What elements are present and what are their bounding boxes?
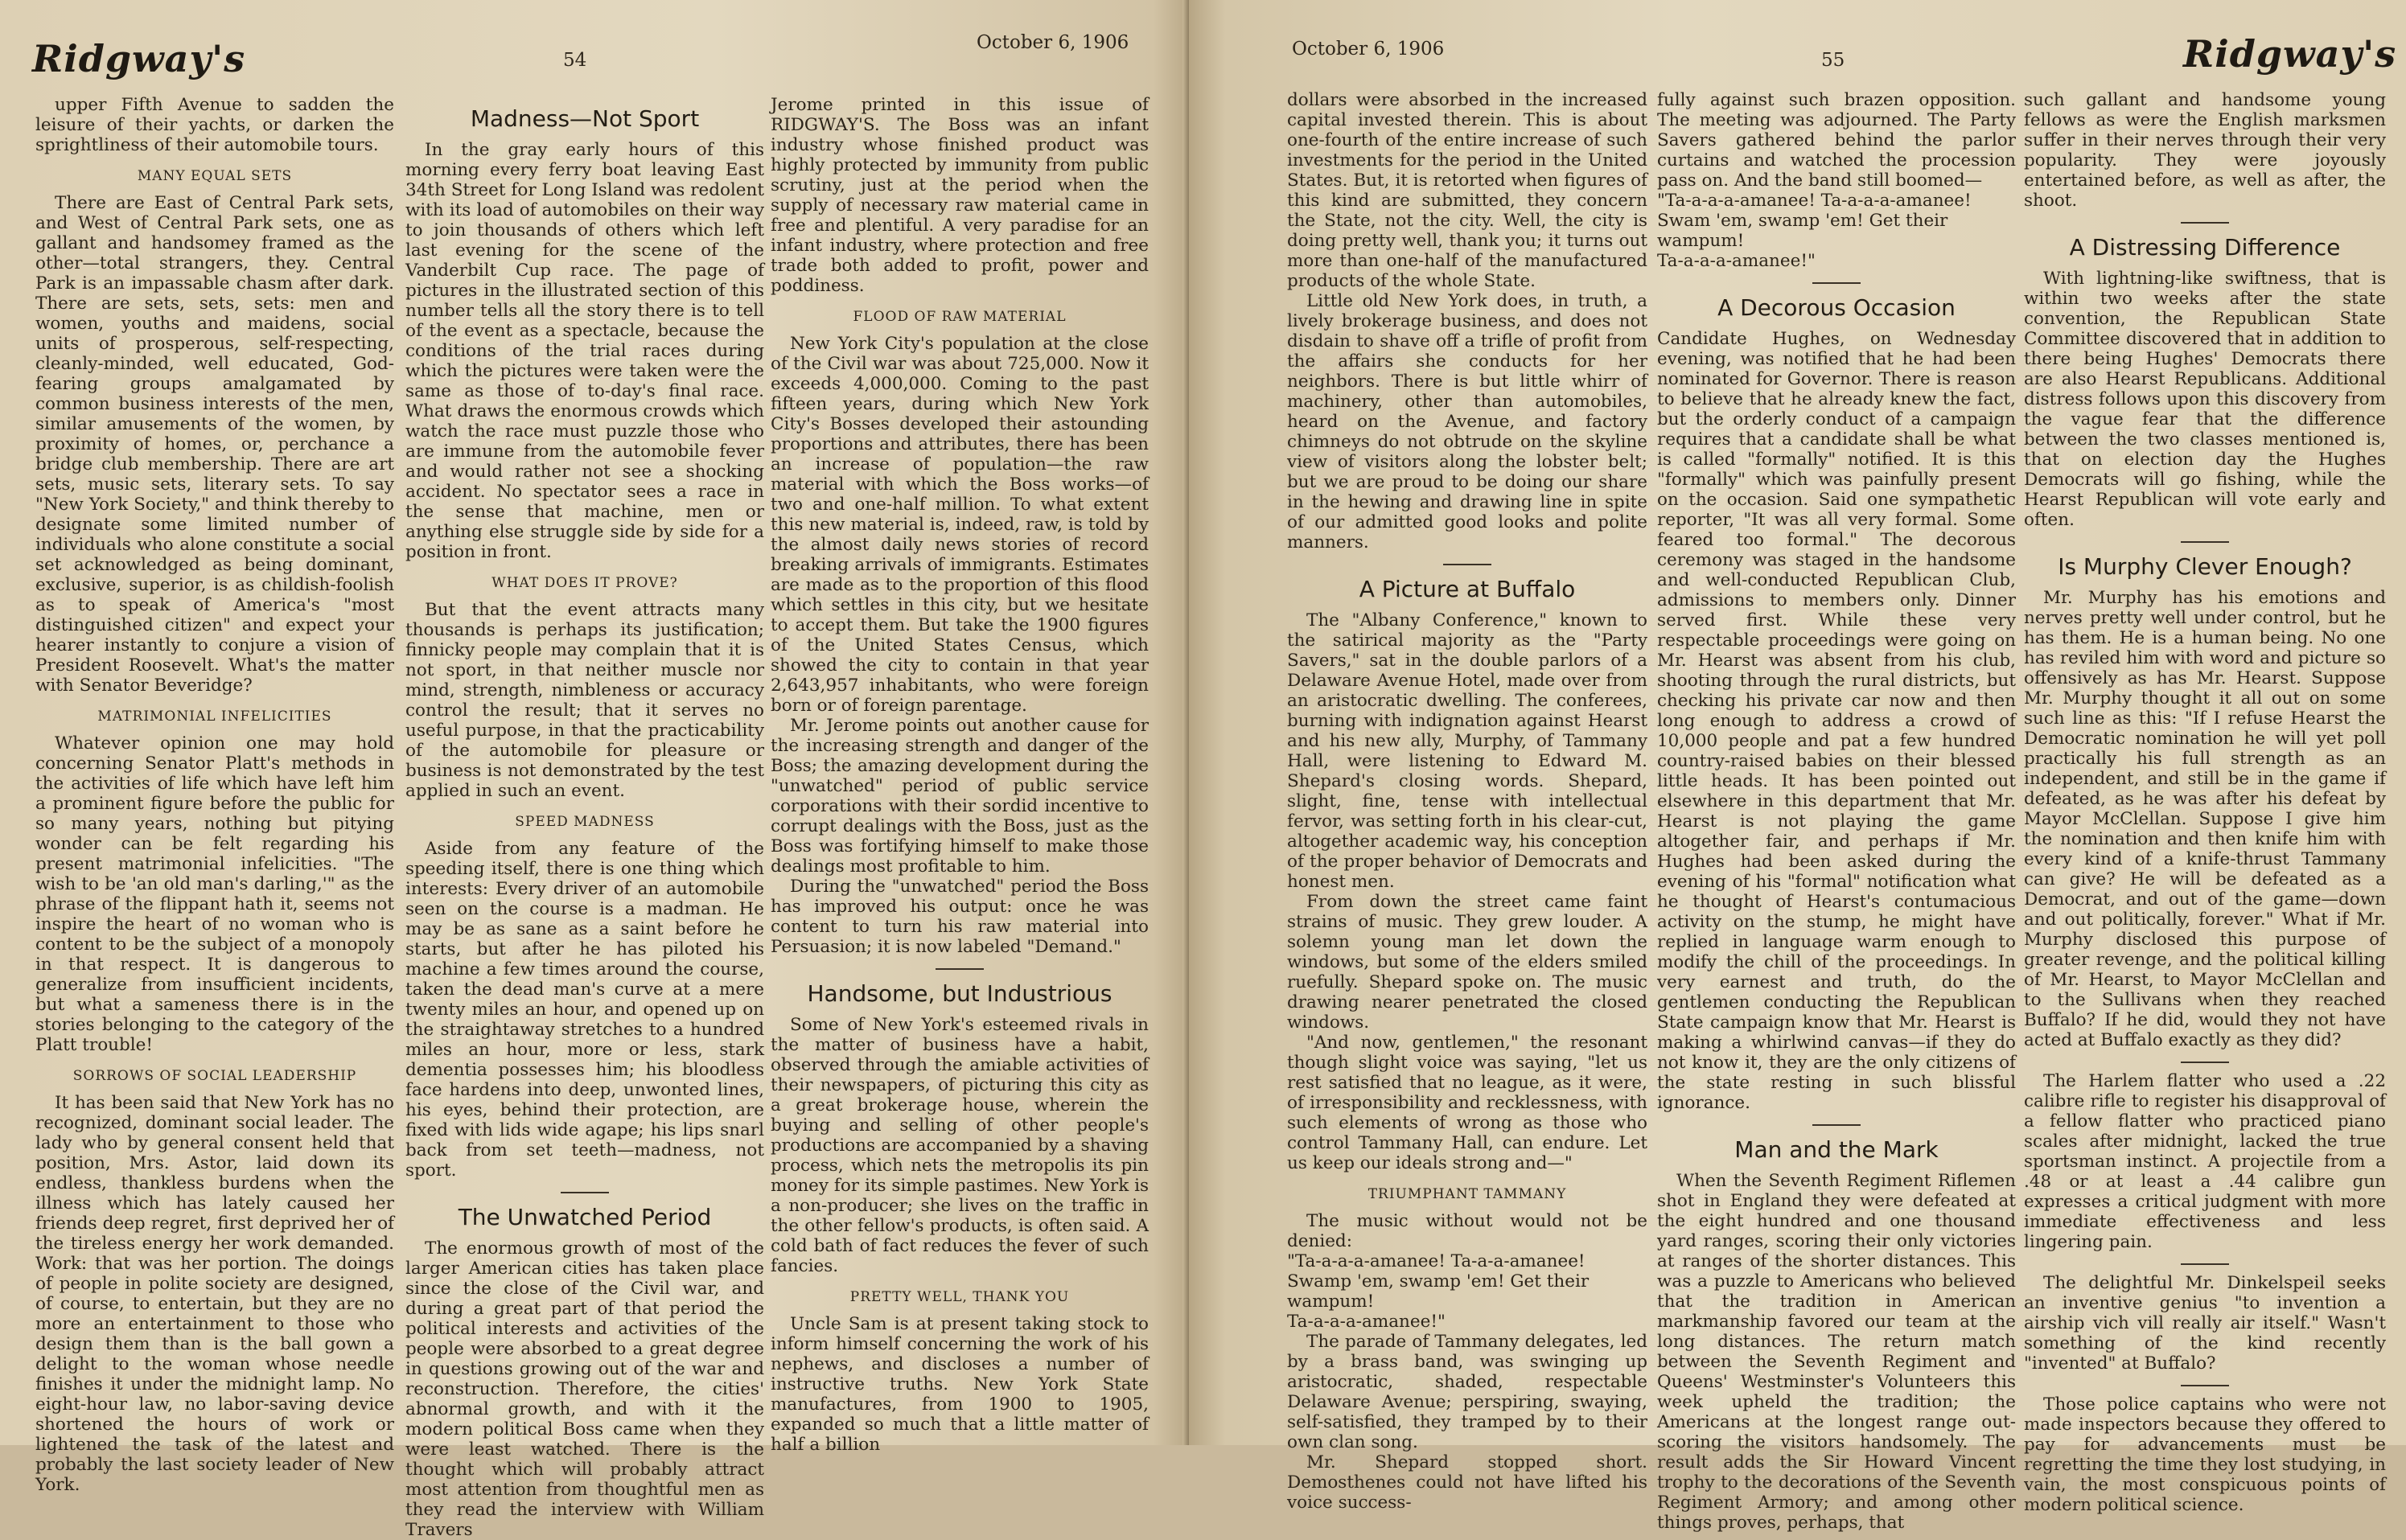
article-paragraph: Whatever opinion one may hold concerning Senator Platt's methods in the activities of life which have left him a prominent figure before the public for so many years, nothing but pitying wonder can be felt regarding his present matrimonial infelicities. "The wish to be 'an old man's darling,'" as the phrase of the flippant hath it, seems not inspire the heart of no woman who is content to be the subject of a monopoly in that respect. It is dangerous to generalize from insufficient incidents, but what a sameness there is in the stories belonging to the category of the Platt trouble!: [35, 733, 394, 1055]
section-subheading: MATRIMONIAL INFELICITIES: [97, 708, 332, 725]
article-paragraph: Mr. Shepard stopped short. Demosthenes could not have lifted his voice success-: [1287, 1452, 1647, 1513]
left-logo: Ridgway's: [32, 37, 246, 80]
article-headline: The Unwatched Period: [458, 1204, 712, 1230]
section-subheading: TRIUMPHANT TAMMANY: [1368, 1186, 1567, 1202]
article-paragraph: Jerome printed in this issue of RIDGWAY'S. The Boss was an infant industry whose finished product was highly protected by immunity from public scrutiny, just at the period when the supply of necessary raw material came in free and plentiful. A very paradise for an infant industry, where protection and free trade both added to profit, power and poddiness.: [771, 95, 1149, 296]
article-paragraph: upper Fifth Avenue to sadden the leisure of their yachts, or darken the sprightliness of their automobile tours.: [35, 95, 394, 155]
song-verse-line: "Ta-a-a-a-amanee! Ta-a-a-amanee!: [1287, 1251, 1585, 1271]
right-logo: Ridgway's: [2183, 32, 2397, 76]
right-column-3: [2024, 90, 2386, 1515]
section-subheading: SORROWS OF SOCIAL LEADERSHIP: [72, 1068, 357, 1084]
article-paragraph: The "Albany Conference," known to the satirical majority as the "Party Savers," sat in the double parlors of a Delaware Avenue Hotel, made over from an aristocratic dwelling. The conferees, burning with indignation against Hearst and his new ally, Murphy, of Tammany Hall, were listening to Edward M. Shepard's closing words. Shepard, slight, fine, tense with intellectual fervor, was setting forth in his clear-cut, altogether academic way, his conception of the proper behavior of Democrats and honest men.: [1287, 610, 1647, 892]
article-paragraph: Those police captains who were not made inspectors because they offered to pay for advancements must be regretting the time they lost studying, in vain, the most conspicuous points of modern political science.: [2024, 1394, 2386, 1515]
section-divider: [2181, 541, 2229, 543]
article-paragraph: There are East of Central Park sets, and West of Central Park sets, one as gallant and handsomey framed as the other—total strangers, they. Central Park is an impassable chasm after dark. There are sets, sets, sets: men and women, youths and maidens, social units of prosperous, self-respecting, cleanly-minded, well educated, God-fearing groups amalgamated by common business interests of the men, similar amusements of the women, by proximity of homes, or, perchance a bridge club membership. There are art sets, music sets, literary sets. To say "New York Society," and think thereby to designate some limited number of individuals who alone constitute a social set acknowledged as being dominant, exclusive, superior, is as childish-foolish as to speak of America's "most distinguished citizen" and expect your hearer instantly to conjure a vision of President Roosevelt. What's the matter with Senator Beveridge?: [35, 193, 394, 696]
right-column-2: [1657, 90, 2016, 1533]
left-page: [0, 0, 1189, 1540]
article-paragraph: fully against such brazen opposition. The meeting was adjourned. The Party Savers gathered behind the parlor curtains and watched the procession pass on. And the band still boomed—: [1657, 90, 2016, 191]
article-paragraph: Uncle Sam is at present taking stock to inform himself concerning the work of his nephews, and discloses a number of instructive truths. New York State manufactures, from 1900 to 1905, expanded so much that a little matter of half a billion: [771, 1314, 1149, 1455]
section-subheading: PRETTY WELL, THANK YOU: [849, 1289, 1070, 1305]
article-headline: Is Murphy Clever Enough?: [2058, 553, 2352, 580]
article-paragraph: such gallant and handsome young fellows as were the English marksmen suffer in their nerves through their very popularity. They were joyously entertained before, as well as after, the shoot.: [2024, 90, 2386, 211]
section-subheading: WHAT DOES IT PROVE?: [491, 575, 678, 591]
left-page-number: 54: [563, 50, 587, 71]
article-paragraph: Candidate Hughes, on Wednesday evening, was notified that he had been nominated for Governor. There is reason to believe that he already knew the fact, but the orderly conduct of a campaign requires that a candidate shall be what is called "formally" notified. It is this "formally" which was painfully present on the occasion. Said one sympathetic reporter, "It was all very formal. Some feared too formal." The decorous ceremony was staged in the handsome and well-conducted Republican Club, admissions to members only. Dinner served first. While these very respectable proceedings were going on Mr. Hearst was absent from his club, shooting through the rural districts, but checking his private car now and then long enough to address a crowd of 10,000 people and pat a few hundred country-raised babies on their blessed little heads. It has been pointed out elsewhere in this department that Mr. Hearst is not playing the game altogether fair, and perhaps if Mr. Hughes had been asked during the evening of his "formal" notification what he thought of Hearst's contumacious activity on the stump, he might have replied in language warm enough to modify the chill of the proceedings. In very earnest and truth, do the gentlemen conducting the Republican State campaign know that Mr. Hearst is making a whirlwind canvas—if they do not know it, they are the only citizens of the state resting in such blissful ignorance.: [1657, 329, 2016, 1113]
article-paragraph: dollars were absorbed in the increased capital invested therein. This is about one-fourth of the entire increase of such investments for the period in the United States. But, it is retorted when figures of this kind are submitted, they concern the State, not the city. Well, the city is doing pretty well, thank you; it turns out more than one-half of the manufactured products of the whole State.: [1287, 90, 1647, 291]
article-paragraph: The delightful Mr. Dinkelspeil seeks an inventive genius "to invention a airship vich vill really air itself." Wasn't something of the kind recently "invented" at Buffalo?: [2024, 1273, 2386, 1374]
article-paragraph: It has been said that New York has no recognized, dominant social leader. The lady who by general consent held that position, Mrs. Astor, laid down its endless, thankless burdens when the illness which has lately caused her friends deep regret, first deprived her of the tireless energy her work demanded. Work: that was her portion. The doings of people in polite society are designed, of course, to entertain, but they are no more an entertainment to those who design them than is the ball gown a delight to the woman whose needle finishes it under the midnight lamp. No eight-hour law, no labor-saving device shortened the hours of work or lightened the task of the latest and probably the last society leader of New York.: [35, 1093, 394, 1495]
song-verse-line: Ta-a-a-a-amanee!": [1287, 1312, 1446, 1332]
section-divider: [1812, 282, 1861, 284]
section-subheading: MANY EQUAL SETS: [137, 168, 293, 184]
section-subheading: FLOOD OF RAW MATERIAL: [853, 309, 1067, 325]
article-paragraph: Aside from any feature of the speeding itself, there is one thing which interests: Every driver of an automobile seen on the course is a madman. He may be as sane as a saint before he starts, but after he has piloted his machine a few times around the course, taken the dead man's curve at a mere twenty miles an hour, and opened up on the straightaway stretches to a hundred miles an hour, more or less, stark dementia possesses him; his bloodless face hardens into deep, unwonted lines, his eyes, behind their protection, are fixed with lids wide agape; his lips snarl back from set teeth—madness, not sport.: [405, 839, 764, 1181]
section-subheading: SPEED MADNESS: [515, 814, 655, 830]
article-headline: Man and the Mark: [1734, 1136, 1939, 1163]
article-paragraph: Mr. Murphy has his emotions and nerves pretty well under control, but he has them. He is a human being. No one has reviled him with word and picture so offensively as has Mr. Hearst. Suppose Mr. Murphy thought it all out on some such line as this: "If I refuse Hearst the Democratic nomination he will yet poll practically his full strength as an independent, and still be in the game if defeated, as he was after his defeat by Mayor McClellan. Suppose I give him the nomination and then knife him with every kind of a knife-thrust Tammany can give? He will be defeated as a Democrat, and out of the game—down and out politically, forever." What if Mr. Murphy disclosed this purpose of greater revenge, and the political killing of Mr. Hearst, to Mayor McClellan and to the Sullivans when they reached Buffalo? If he did, would they not have acted at Buffalo exactly as they did?: [2024, 588, 2386, 1050]
article-headline: Madness—Not Sport: [470, 105, 700, 132]
right-column-1: [1287, 90, 1647, 1513]
article-paragraph: Mr. Jerome points out another cause for the increasing strength and danger of the Boss; the amazing development during the "unwatched" period of public service corporations with their sordid incentive to corrupt dealings with the Boss, just as the Boss was fortifying himself to make those dealings most profitable to him.: [771, 716, 1149, 877]
section-divider: [936, 968, 984, 970]
song-verse-line: Ta-a-a-a-amanee!": [1657, 251, 1816, 271]
article-headline: A Picture at Buffalo: [1359, 576, 1576, 602]
article-paragraph: New York City's population at the close of the Civil war was about 725,000. Now it exceeds 4,000,000. Coming to the past fifteen years, during which New York City's Bosses developed their astounding proportions and attributes, there has been an increase of population—the raw material with which the Boss works—of two and one-half million. To what extent this new material is, indeed, raw, is told by the almost daily news stories of record breaking arrivals of immigrants. Estimates are made as to the proportion of this flood which settles in this city, but we hesitate to accept them. But take the 1900 figures of the United States Census, which showed the city to contain in that year 2,643,957 inhabitants, who were foreign born or of foreign parentage.: [771, 334, 1149, 716]
song-verse-line: Swamp 'em, swamp 'em! Get their wampum!: [1287, 1271, 1590, 1312]
article-paragraph: But that the event attracts many thousands is perhaps its justification; finnicky people may complain that it is not sport, in that neither muscle nor mind, strength, nimbleness or accuracy control the result; that it serves no useful purpose, in that the practicability of the automobile for pleasure or business is not demonstrated by the test applied in such an event.: [405, 600, 764, 801]
right-page-number: 55: [1821, 50, 1845, 71]
article-paragraph: The Harlem flatter who used a .22 calibre rifle to register his disapproval of a fellow flatter who practiced piano scales after midnight, lacked the true sportsman instinct. A projectile from a .48 or at least a .44 calibre gun expresses a critical judgment with more immediate effectiveness and less lingering pain.: [2024, 1071, 2386, 1252]
article-paragraph: Little old New York does, in truth, a lively brokerage business, and does not disdain to shave off a trifle of profit from the affairs she conducts for her neighbors. There is but little whirr of machinery, other than automobiles, heard on the Avenue, and factory chimneys do not obtrude on the skyline view of visitors along the lobster belt; but we are proud to be doing our share in the hewing and drawing line in spite of our admitted good looks and polite manners.: [1287, 291, 1647, 552]
article-paragraph: The enormous growth of most of the larger American cities has taken place since the close of the Civil war, and during a great part of that period the political interests and activities of the people were absorbed to a great degree in questions growing out of the war and reconstruction. Therefore, the cities' abnormal growth, and with it the modern political Boss came when they were least watched. There is the thought which will probably attract most attention from thoughtful men as they read the interview with William Travers: [405, 1238, 764, 1540]
left-column-3: [771, 95, 1149, 1455]
section-divider: [2181, 1385, 2229, 1386]
article-paragraph: Some of New York's esteemed rivals in the matter of business have a habit, observed through the amiable activities of their newspapers, of picturing this city as a great brokerage house, wherein the buying and selling of other people's productions are accompanied by a shaving process, which nets the metropolis its pin money for its simple pastimes. New York is a non-producer; she lives on the traffic in the other fellow's products, is often said. A cold bath of fact reduces the fever of such fancies.: [771, 1015, 1149, 1276]
right-page: [1189, 0, 2406, 1533]
article-paragraph: During the "unwatched" period the Boss has improved his output: once he was content to turn his raw material into Persuasion; it is now labeled "Demand.": [771, 877, 1149, 957]
article-paragraph: With lightning-like swiftness, that is within two weeks after the state convention, the Republican State Committee discovered that in addition to there being Hughes' Democrats there are also Hearst Republicans. Additional distress follows upon this discovery from the vague fear that the difference between the two classes mentioned is, that on election day the Hughes Democrats will go fishing, while the Hearst Republican will vote early and often.: [2024, 269, 2386, 530]
section-divider: [1443, 564, 1491, 565]
section-divider: [2181, 222, 2229, 224]
article-paragraph: "And now, gentlemen," the resonant though slight voice was saying, "let us rest satisfied that no league, as it were, of irresponsibility and recklessness, with such elements of wrong as those who control Tammany Hall, can endure. Let us keep our ideals strong and—": [1287, 1033, 1647, 1173]
section-divider: [561, 1192, 609, 1193]
left-column-1: [35, 95, 394, 1495]
section-divider: [2181, 1263, 2229, 1265]
left-page-date: October 6, 1906: [977, 32, 1129, 53]
article-paragraph: In the gray early hours of this morning every ferry boat leaving East 34th Street for Long Island was redolent with its load of automobiles on their way to join thousands of others which left last evening for the scene of the Vanderbilt Cup race. The page of pictures in the illustrated section of this number tells all the story there is to tell of the event as a spectacle, because the conditions of the trial races during which the pictures were taken were the same as those of to-day's final race. What draws the enormous crowds which watch the race must puzzle those who are immune from the automobile fever and would rather not see a shocking accident. No spectator sees a race in the sense that machine, men or anything else struggle side by side for a position in front.: [405, 140, 764, 562]
song-verse-line: Swam 'em, swamp 'em! Get their wampum!: [1657, 211, 1948, 251]
right-page-date: October 6, 1906: [1292, 39, 1445, 60]
article-headline: A Decorous Occasion: [1717, 294, 1956, 321]
left-column-2: [405, 95, 764, 1540]
article-paragraph: When the Seventh Regiment Riflemen shot in England they were defeated at the eight hundred and one thousand yard ranges, scoring their only victories at ranges of the shorter distances. This was a puzzle to Americans who believed that the tradition in American markmanship favored our team at the long distances. The return match between the Seventh Regiment and Queens' Westminster's Volunteers this week upheld the tradition; the Americans at the longest range out-scoring the visitors handsomely. The result adds the Sir Howard Vincent trophy to the decorations of the Seventh Regiment Armory; and among other things proves, perhaps, that: [1657, 1171, 2016, 1533]
song-verse-line: "Ta-a-a-a-amanee! Ta-a-a-a-amanee!: [1657, 191, 1972, 211]
article-paragraph: The music without would not be denied:: [1287, 1211, 1647, 1251]
article-paragraph: From down the street came faint strains of music. They grew louder. A solemn young man let down the windows, but some of the elders smiled ruefully. Shepard spoke on. The music drawing nearer penetrated the closed windows.: [1287, 892, 1647, 1033]
article-headline: A Distressing Difference: [2069, 234, 2341, 261]
article-headline: Handsome, but Industrious: [807, 980, 1113, 1007]
section-divider: [1812, 1124, 1861, 1126]
section-divider: [2181, 1062, 2229, 1063]
article-paragraph: The parade of Tammany delegates, led by a brass band, was swinging up aristocratic, shaded, respectable Delaware Avenue; perspiring, swaying, self-satisfied, they tramped by to their own clan song.: [1287, 1332, 1647, 1452]
